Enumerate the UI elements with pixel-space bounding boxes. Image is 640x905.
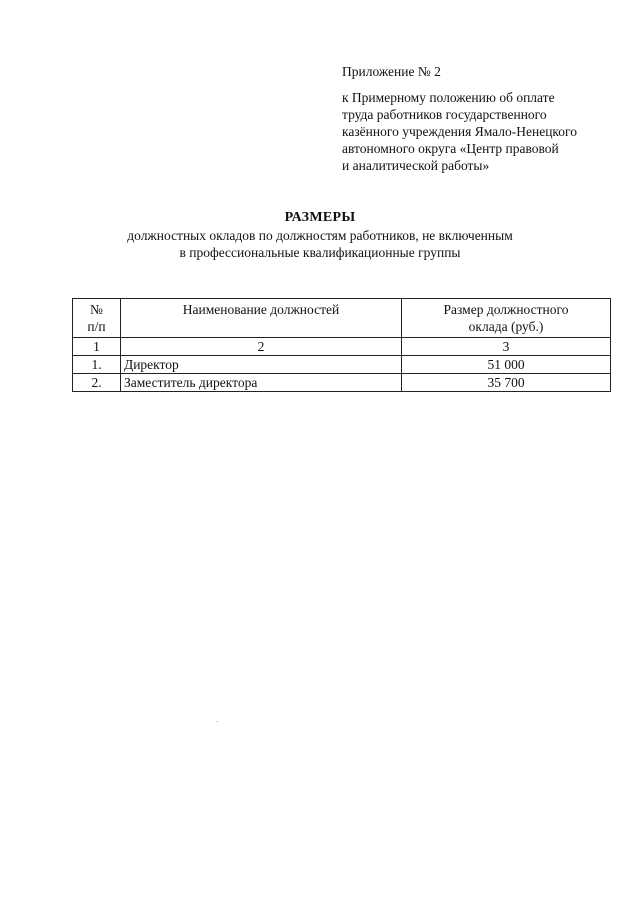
appendix-line: автономного округа «Центр правовой: [342, 141, 559, 156]
header-position-name-text: Наименование должностей: [182, 302, 340, 317]
appendix-block: [342, 63, 632, 174]
header-position-name: [121, 299, 402, 338]
appendix-line: и аналитической работы»: [342, 158, 490, 173]
header-number-line1: №: [90, 302, 103, 317]
table-row: [73, 356, 611, 374]
column-number-cell: 1: [73, 338, 121, 356]
row-number-cell: 1.: [73, 356, 121, 374]
column-number-row: [73, 338, 611, 356]
header-salary-line1: Размер должностного: [443, 302, 569, 317]
header-number: [73, 299, 121, 338]
document-subtitle-line: должностных окладов по должностям работников, не включенным: [127, 228, 513, 243]
appendix-line: к Примерному положению об оплате: [342, 90, 555, 105]
salary-table: [72, 298, 611, 392]
appendix-line: труда работников государственного: [342, 107, 547, 122]
table-row: [73, 374, 611, 392]
salary-table-container: [72, 298, 610, 392]
column-number-cell: 3: [402, 338, 611, 356]
row-number-cell: 2.: [73, 374, 121, 392]
position-name-cell: Заместитель директора: [121, 374, 402, 392]
salary-cell: 51 000: [402, 356, 611, 374]
position-name-cell: Директор: [121, 356, 402, 374]
appendix-line: казённого учреждения Ямало-Ненецкого: [342, 124, 578, 139]
header-salary-line2: оклада (руб.): [468, 319, 544, 334]
document-subtitle-line: в профессиональные квалификационные группы: [179, 245, 461, 260]
document-heading: [0, 209, 640, 261]
salary-cell: 35 700: [402, 374, 611, 392]
scan-speck: [216, 721, 218, 722]
document-title: РАЗМЕРЫ: [284, 210, 356, 225]
appendix-title: Приложение № 2: [342, 64, 441, 79]
column-number-cell: 2: [121, 338, 402, 356]
table-header-row: [73, 299, 611, 338]
header-salary: [402, 299, 611, 338]
header-number-line2: п/п: [87, 319, 106, 334]
